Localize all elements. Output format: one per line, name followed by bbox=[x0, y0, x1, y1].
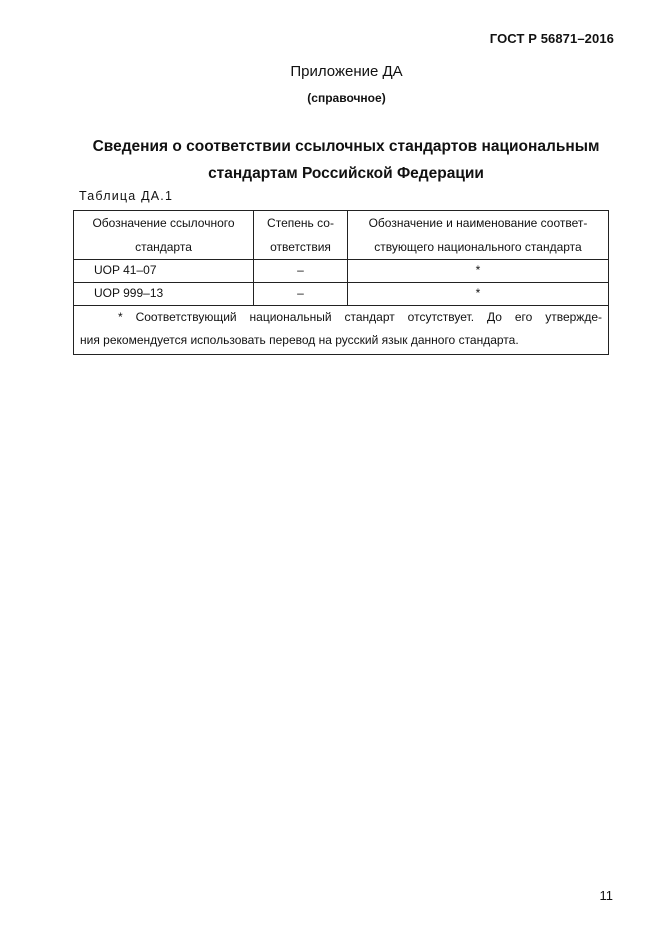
header-col2-line2: ответствия bbox=[270, 240, 331, 254]
appendix-kind: (справочное) bbox=[307, 91, 386, 105]
cell-degree: – bbox=[254, 283, 348, 306]
header-col2-line1: Степень со- bbox=[267, 216, 334, 230]
header-reference-standard bbox=[74, 211, 254, 260]
table-header-row bbox=[74, 211, 609, 260]
section-heading bbox=[80, 133, 612, 187]
cell-national-standard: * bbox=[348, 283, 609, 306]
table-row bbox=[74, 283, 609, 306]
reference-standards-table bbox=[73, 210, 609, 355]
cell-reference-code: UOP 41–07 bbox=[74, 260, 254, 283]
document-code: ГОСТ Р 56871–2016 bbox=[489, 31, 614, 46]
page-number: 11 bbox=[599, 888, 613, 903]
header-col3-line2: ствующего национального стандарта bbox=[374, 240, 582, 254]
table-note-line-2: ния рекомендуется использовать перевод на русский язык данного стандарта. bbox=[80, 333, 519, 347]
table-note bbox=[74, 306, 609, 355]
header-col3-line1: Обозначение и наименование соответ- bbox=[368, 216, 588, 230]
cell-degree: – bbox=[254, 260, 348, 283]
section-heading-line-2: стандартам Российской Федерации bbox=[208, 165, 484, 182]
cell-reference-code: UOP 999–13 bbox=[74, 283, 254, 306]
table-row bbox=[74, 260, 609, 283]
table-note-line-1: * Соответствующий национальный стандарт отсутствует. До его утвержде- bbox=[118, 310, 602, 324]
header-col1-line1: Обозначение ссылочного bbox=[92, 216, 235, 230]
table-note-row bbox=[74, 306, 609, 355]
appendix-title: Приложение ДА bbox=[290, 63, 403, 80]
section-heading-line-1: Сведения о соответствии ссылочных стандартов национальным bbox=[92, 138, 600, 155]
header-national-standard bbox=[348, 211, 609, 260]
header-col1-line2: стандарта bbox=[135, 240, 192, 254]
table-caption: Таблица ДА.1 bbox=[79, 189, 174, 203]
header-degree-of-correspondence bbox=[254, 211, 348, 260]
cell-national-standard: * bbox=[348, 260, 609, 283]
